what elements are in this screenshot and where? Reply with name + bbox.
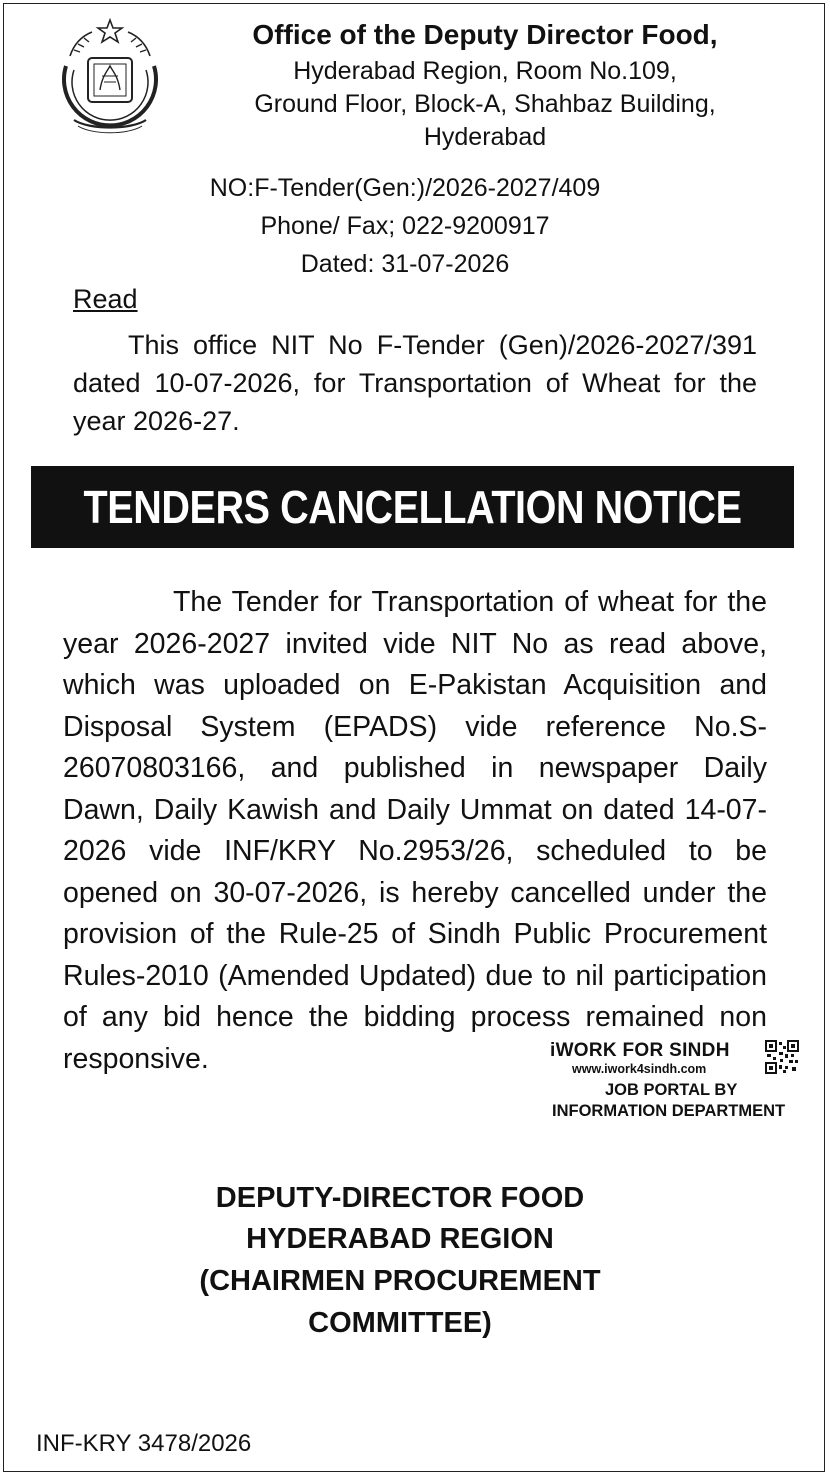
notice-body: The Tender for Transportation of wheat for the year 2026-2027 invited vide NIT No as read above, which was uploaded on E-Pakistan Acquisition and Disposal System (EPADS) vide reference No.S-26070803166, and published in newspaper Daily Dawn, Daily Kawish and Daily Ummat on dated 14-07-2026 vide INF/KRY No.2953/26, scheduled to be opened on 30-07-2026, is hereby cancelled under the provision of the Rule-25 of Sindh Public Procurement Rules-2010 (Amended Updated) due to nil participation of any bid hence the bidding process remained non responsive. [63, 586, 767, 1075]
qr-code-icon [765, 1040, 799, 1074]
portal-line-1: JOB PORTAL BY [605, 1081, 738, 1099]
inf-number: INF-KRY 3478/2026 [36, 1430, 252, 1457]
date-line: Dated: 31-07-2026 [300, 250, 510, 278]
portal-brand: iWORK FOR SINDH [550, 1040, 730, 1061]
address-line-2: Ground Floor, Block-A, Shahbaz Building, [254, 90, 716, 118]
portal-line-2: INFORMATION DEPARTMENT [552, 1102, 786, 1120]
phone-fax: Phone/ Fax; 022-9200917 [260, 212, 550, 240]
address-line-3: Hyderabad [423, 123, 547, 151]
read-text: This office NIT No F-Tender (Gen)/2026-2027/391 dated 10-07-2026, for Transportation of Wheat for the year 2026-27. [73, 330, 757, 436]
portal-url: www.iwork4sindh.com [572, 1062, 707, 1076]
banner-title: TENDERS CANCELLATION NOTICE [83, 481, 742, 533]
office-title: Office of the Deputy Director Food, [252, 19, 718, 50]
government-of-sindh-seal-icon [44, 16, 176, 148]
read-heading: Read [73, 284, 138, 314]
signature-line-2: HYDERABAD REGION [246, 1223, 554, 1255]
address-line-1: Hyderabad Region, Room No.109, [293, 57, 677, 85]
notice-banner [31, 466, 794, 548]
reference-number: NO:F-Tender(Gen:)/2026-2027/409 [209, 174, 601, 202]
signature-line-3: (CHAIRMEN PROCUREMENT [199, 1265, 601, 1297]
signature-line-4: COMMITTEE) [308, 1307, 492, 1339]
signature-line-1: DEPUTY-DIRECTOR FOOD [215, 1182, 585, 1214]
